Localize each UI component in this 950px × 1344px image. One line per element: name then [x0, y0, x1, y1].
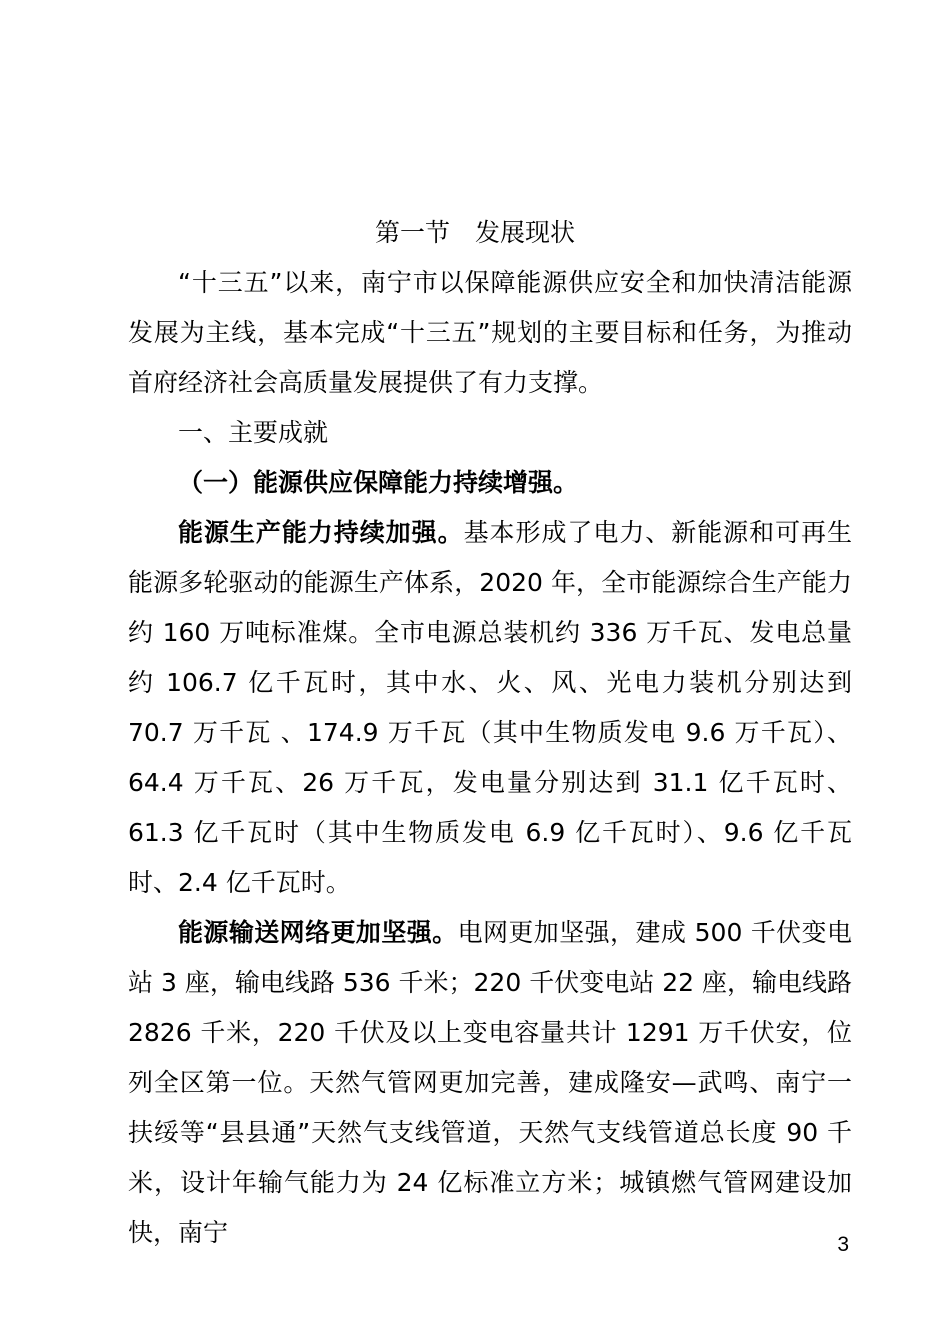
heading-supply-capacity: （一）能源供应保障能力持续增强。: [178, 468, 579, 497]
intro-paragraph: “十三五”以来，南宁市以保障能源供应安全和加快清洁能源发展为主线，基本完成“十三五”规划的主要目标和任务，为推动首府经济社会高质量发展提供了有力支撑。: [128, 268, 852, 397]
paragraph-lead: 能源生产能力持续加强。: [178, 518, 464, 547]
body-text: [128, 258, 852, 1258]
paragraph-energy-production: [128, 508, 852, 908]
paragraph-body: 基本形成了电力、新能源和可再生能源多轮驱动的能源生产体系，2020 年，全市能源综合生产能力约 160 万吨标准煤。全市电源总装机约 336 万千瓦、发电总量约 106.7 亿千瓦时，其中水、火、风、光电力装机分别达到 70.7 万千瓦 、174.9 万千瓦（其中生物质发电 9.6 万千瓦）、64.4 万千瓦、26 万千瓦，发电量分别达到 31.1 亿千瓦时、61.3 亿千瓦时（其中生物质发电 6.9 亿千瓦时）、9.6 亿千瓦时、2.4 亿千瓦时。: [128, 518, 852, 897]
paragraph-lead: 能源输送网络更加坚强。: [178, 918, 458, 947]
page-number: 3: [837, 1233, 849, 1256]
paragraph-energy-network: [128, 908, 852, 1258]
paragraph-body: 电网更加坚强，建成 500 千伏变电站 3 座，输电线路 536 千米；220 千伏变电站 22 座，输电线路 2826 千米，220 千伏及以上变电容量共计 1291 万千伏安，位列全区第一位。天然气管网更加完善，建成隆安—武鸣、南宁一扶绥等“县县通”天然气支线管道，天然气支线管道总长度 90 千米，设计年输气能力为 24 亿标准立方米；城镇燃气管网建设加快，南宁: [128, 918, 852, 1247]
section-title: 第一节 发展现状: [374, 218, 575, 247]
heading-main-achievements: 一、主要成就: [178, 418, 329, 447]
